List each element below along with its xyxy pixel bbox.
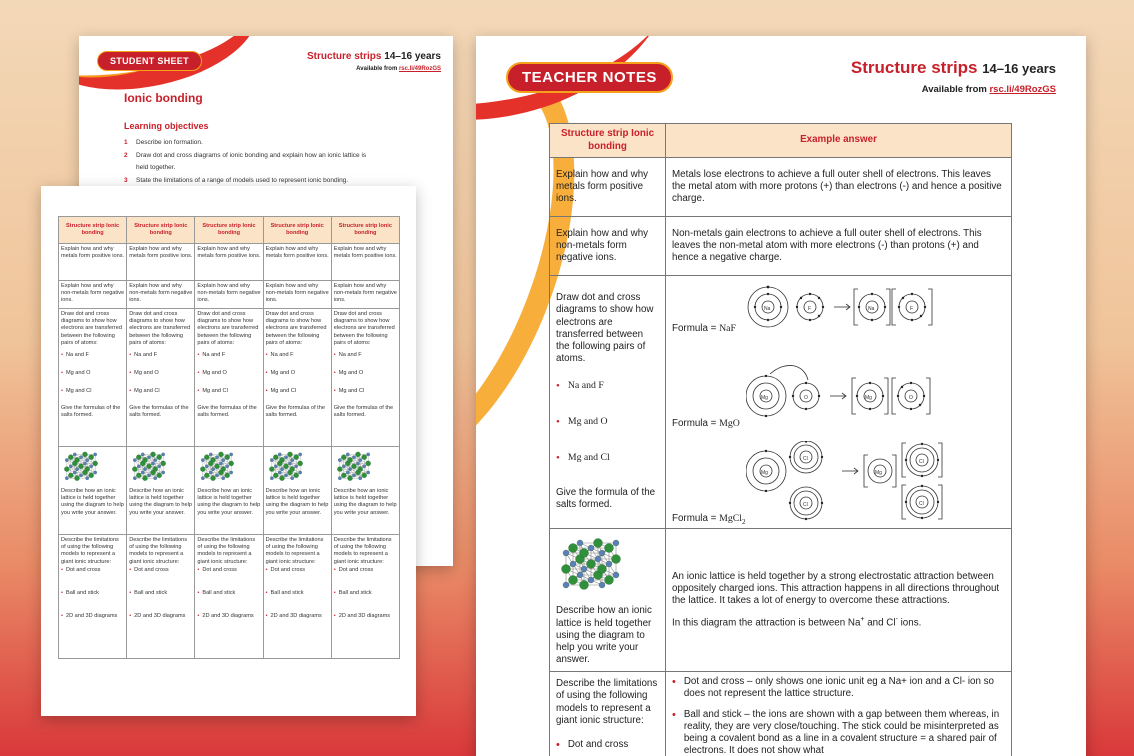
- strip-cell: [59, 535, 127, 659]
- ionic-lattice-icon: [266, 451, 306, 485]
- strip-text: Give the formulas of the salts formed.: [333, 404, 394, 418]
- svg-text:Mg: Mg: [761, 470, 768, 476]
- strip-cell: [195, 309, 263, 447]
- list-item: • 2D and 3D diagrams: [334, 613, 397, 620]
- ionic-lattice-icon: [129, 451, 169, 485]
- answer-paragraph: In this diagram the attraction is between Na+ and Cl- ions.: [672, 615, 922, 628]
- list-item: • Mg and O: [556, 416, 659, 428]
- student-sheet-badge: STUDENT SHEET: [97, 51, 202, 71]
- strip-cell: [127, 535, 195, 659]
- formula-naf: Formula = NaF: [672, 322, 736, 334]
- strip-text: Describe the limitations of using the following models to represent a giant ionic structure:: [265, 537, 324, 565]
- table-row: [59, 309, 400, 447]
- strip-text: Describe the limitations of using the following models to represent a giant ionic structure:: [129, 537, 188, 565]
- answer-cell: Non-metals gain electrons to achieve a full outer shell of electrons. This leaves the non-metal atom with more electrons (-) than protons (+) and hence a negative charge.: [666, 217, 1012, 276]
- column-header-answer: Example answer: [666, 124, 1012, 158]
- list-item: • Dot and cross: [197, 567, 260, 574]
- answer-cell: Metals lose electrons to achieve a full outer shell of electrons. This leaves the metal atom with more protons (+) than electrons (-) and hence a positive charge.: [666, 158, 1012, 217]
- strip-cell: Explain how and why metals form positive ions.: [195, 244, 263, 281]
- table-row: [59, 447, 400, 535]
- strip-text: Describe how an ionic lattice is held together using the diagram to help you write your answer.: [333, 488, 397, 516]
- list-item: • Mg and O: [197, 370, 260, 377]
- svg-text:F: F: [808, 306, 812, 312]
- teacher-notes-badge: TEACHER NOTES: [506, 62, 673, 93]
- list-item: • Dot and cross: [129, 567, 192, 574]
- table-row: [59, 281, 400, 309]
- table-row: [550, 672, 1012, 756]
- svg-text:O: O: [909, 395, 913, 401]
- strip-text: Give the formulas of the salts formed.: [197, 404, 257, 418]
- question-text: Give the formula of the salts formed.: [556, 486, 656, 510]
- list-item: • Ball and stick: [61, 590, 124, 597]
- list-item: • Ball and stick – the ions are shown with a gap between them whereas, in reality, they are very close/touching. The stick could be misinterpreted as being a covalent bond as a line in a covalent structure = a shared pair of electrons. It does not show what: [672, 709, 1005, 756]
- diagram-naf: [672, 278, 1005, 358]
- teacher-notes-header: [851, 58, 1056, 95]
- learning-objectives-heading: Learning objectives: [124, 121, 209, 131]
- strip-text: Give the formulas of the salts formed.: [61, 404, 121, 418]
- strip-text: Draw dot and cross diagrams to show how electrons are transferred between the following pairs of atoms:: [197, 311, 259, 346]
- answer-cell: [666, 672, 1012, 756]
- strip-text: Draw dot and cross diagrams to show how electrons are transferred between the following pairs of atoms:: [129, 311, 191, 346]
- strip-column-header: Structure strip Ionic bonding: [59, 217, 127, 244]
- list-item: • Na and F: [556, 380, 659, 392]
- question-text: Describe the limitations of using the following models to represent a giant ionic structure:: [556, 678, 658, 726]
- strip-cell: Explain how and why non-metals form negative ions.: [127, 281, 195, 309]
- question-text: Draw dot and cross diagrams to show how electrons are transferred between the following pairs of atoms.: [556, 292, 654, 365]
- svg-text:Mg: Mg: [875, 470, 882, 476]
- strip-cell: Explain how and why metals form positive ions.: [127, 244, 195, 281]
- dot-cross-diagram-icon: [746, 362, 946, 436]
- strip-text: Describe how an ionic lattice is held together using the diagram to help you write your answer.: [197, 488, 261, 516]
- diagram-mgcl2: [672, 440, 1005, 526]
- table-row: [550, 217, 1012, 276]
- table-row: [59, 535, 400, 659]
- strip-column-header: Structure strip Ionic bonding: [127, 217, 195, 244]
- learning-objectives-list: [124, 137, 424, 187]
- list-item: • Na and F: [129, 352, 192, 359]
- teacher-notes-sheet: [476, 36, 1086, 756]
- strip-text: Draw dot and cross diagrams to show how electrons are transferred between the following pairs of atoms:: [333, 311, 395, 346]
- strip-cell: Explain how and why non-metals form negative ions.: [59, 281, 127, 309]
- strip-cell: Explain how and why non-metals form negative ions.: [263, 281, 331, 309]
- list-item: • Dot and cross: [61, 567, 124, 574]
- strip-cell: [195, 447, 263, 535]
- strip-column-header: Structure strip Ionic bonding: [195, 217, 263, 244]
- diagram-mgo: [672, 358, 1005, 440]
- svg-text:Cl: Cl: [919, 501, 924, 507]
- dot-cross-diagram-icon: [746, 441, 976, 525]
- strip-text: Describe how an ionic lattice is held together using the diagram to help you write your answer.: [61, 488, 124, 516]
- list-item: 3 State the limitations of a range of models used to represent ionic bonding.: [124, 176, 349, 184]
- strip-text: Describe the limitations of using the following models to represent a giant ionic structure:: [61, 537, 119, 565]
- strip-text: Describe how an ionic lattice is held together using the diagram to help you write your answer.: [265, 488, 329, 516]
- list-item: • 2D and 3D diagrams: [61, 613, 124, 620]
- list-item: held together.: [136, 164, 176, 171]
- strip-cell: [331, 535, 399, 659]
- answer-paragraph: An ionic lattice is held together by a strong electrostatic attraction between oppositely charged ions. This attraction happens in all directions throughout the lattice. It takes a lot of energy to overcome these attractions.: [672, 570, 1000, 607]
- formula-mgo: Formula = MgO: [672, 417, 740, 429]
- list-item: • Mg and Cl: [266, 388, 329, 395]
- strip-cell: Explain how and why non-metals form negative ions.: [331, 281, 399, 309]
- answer-cell: [666, 276, 1012, 529]
- strip-cell: [195, 535, 263, 659]
- list-item: • Na and F: [266, 352, 329, 359]
- available-prefix: Available from: [921, 84, 987, 95]
- table-header-row: [550, 124, 1012, 158]
- strip-column-header: Structure strip Ionic bonding: [331, 217, 399, 244]
- question-cell: [550, 276, 666, 529]
- sheet-title: Ionic bonding: [124, 91, 203, 105]
- svg-text:Cl: Cl: [803, 502, 808, 508]
- strip-cell: [331, 309, 399, 447]
- question-cell: Explain how and why metals form positive ions.: [550, 158, 666, 217]
- list-item: • 2D and 3D diagrams: [197, 613, 260, 620]
- list-item: • 2D and 3D diagrams: [129, 613, 192, 620]
- ionic-lattice-icon: [556, 537, 626, 597]
- table-row: [59, 244, 400, 281]
- strip-cell: [263, 535, 331, 659]
- list-item: • Ball and stick: [334, 590, 397, 597]
- list-item: • Dot and cross: [266, 567, 329, 574]
- strip-cell: [263, 309, 331, 447]
- list-item: • Na and F: [61, 352, 124, 359]
- strip-cell: [127, 447, 195, 535]
- formula-mgcl2: Formula = MgCl$_2$: [672, 513, 746, 527]
- series-title: Structure strips: [307, 51, 382, 62]
- list-item: • Ball and stick: [129, 590, 192, 597]
- age-range: 14–16 years: [384, 51, 441, 62]
- strip-cell: [331, 447, 399, 535]
- strip-text: Describe the limitations of using the following models to represent a giant ionic structure:: [333, 537, 392, 565]
- strip-cell: Explain how and why metals form positive ions.: [59, 244, 127, 281]
- list-item: • Dot and cross: [334, 567, 397, 574]
- strip-cell: Explain how and why metals form positive ions.: [263, 244, 331, 281]
- question-text: Describe how an ionic lattice is held together using the diagram to help you write your answer.: [556, 605, 652, 666]
- strip-cell: [59, 447, 127, 535]
- strip-column-header: Structure strip Ionic bonding: [263, 217, 331, 244]
- column-header-strip: Structure strip Ionic bonding: [550, 124, 666, 158]
- svg-text:Na: Na: [764, 306, 771, 312]
- table-row: [550, 276, 1012, 529]
- table-row: [550, 158, 1012, 217]
- list-item: • Mg and O: [266, 370, 329, 377]
- svg-text:Cl: Cl: [803, 456, 808, 462]
- list-item: • Mg and O: [129, 370, 192, 377]
- list-item: • Dot and cross: [556, 739, 659, 751]
- list-item: • Dot and cross – only shows one ionic unit eg a Na+ ion and a Cl- ion so does not represent the lattice structure.: [672, 676, 1005, 701]
- list-item: • Mg and Cl: [129, 388, 192, 395]
- list-item: • Na and F: [334, 352, 397, 359]
- list-item: • Ball and stick: [197, 590, 260, 597]
- table-header-row: [59, 217, 400, 244]
- strip-text: Draw dot and cross diagrams to show how electrons are transferred between the following pairs of atoms:: [265, 311, 327, 346]
- resource-link[interactable]: rsc.li/49RozGS: [398, 66, 441, 72]
- answer-cell: [666, 529, 1012, 672]
- structure-strips-sheet: [41, 186, 416, 716]
- list-item: • Mg and Cl: [61, 388, 124, 395]
- strip-text: Give the formulas of the salts formed.: [265, 404, 325, 418]
- strip-cell: [59, 309, 127, 447]
- list-item: • Mg and O: [61, 370, 124, 377]
- svg-text:Mg: Mg: [761, 395, 768, 401]
- list-item: 1 Describe ion formation.: [124, 139, 203, 146]
- list-item: • Mg and Cl: [556, 452, 659, 464]
- strip-text: Describe how an ionic lattice is held together using the diagram to help you write your answer.: [129, 488, 193, 516]
- strips-grid: [58, 216, 400, 659]
- svg-text:Cl: Cl: [919, 459, 924, 465]
- list-item: • Mg and Cl: [197, 388, 260, 395]
- strip-cell: Explain how and why metals form positive ions.: [331, 244, 399, 281]
- question-cell: Explain how and why non-metals form negative ions.: [550, 217, 666, 276]
- table-row: [550, 529, 1012, 672]
- question-cell: [550, 672, 666, 756]
- list-item: • Ball and stick: [266, 590, 329, 597]
- series-title: Structure strips: [850, 58, 978, 77]
- dot-cross-diagram-icon: [746, 281, 956, 355]
- list-item: • Na and F: [197, 352, 260, 359]
- ionic-lattice-icon: [197, 451, 237, 485]
- list-item: • Mg and Cl: [334, 388, 397, 395]
- resource-link[interactable]: rsc.li/49RozGS: [989, 84, 1056, 95]
- available-prefix: Available from: [356, 66, 398, 72]
- question-cell: [550, 529, 666, 672]
- strip-cell: Explain how and why non-metals form negative ions.: [195, 281, 263, 309]
- ionic-lattice-icon: [61, 451, 101, 485]
- list-item: • 2D and 3D diagrams: [266, 613, 329, 620]
- age-range: 14–16 years: [982, 61, 1056, 76]
- strip-text: Describe the limitations of using the following models to represent a giant ionic structure:: [197, 537, 256, 565]
- list-item: 2 Draw dot and cross diagrams of ionic bonding and explain how an ionic lattice is: [124, 151, 367, 159]
- list-item: • Mg and O: [334, 370, 397, 377]
- ionic-lattice-icon: [334, 451, 374, 485]
- strip-text: Draw dot and cross diagrams to show how electrons are transferred between the following pairs of atoms:: [61, 311, 122, 346]
- strip-text: Give the formulas of the salts formed.: [129, 404, 189, 418]
- student-sheet-header: [307, 51, 441, 72]
- svg-text:Mg: Mg: [865, 395, 872, 401]
- svg-text:Na: Na: [868, 306, 875, 312]
- svg-text:F: F: [910, 306, 914, 312]
- strip-cell: [263, 447, 331, 535]
- svg-text:O: O: [804, 395, 808, 401]
- teacher-notes-table: [549, 123, 1012, 756]
- strip-cell: [127, 309, 195, 447]
